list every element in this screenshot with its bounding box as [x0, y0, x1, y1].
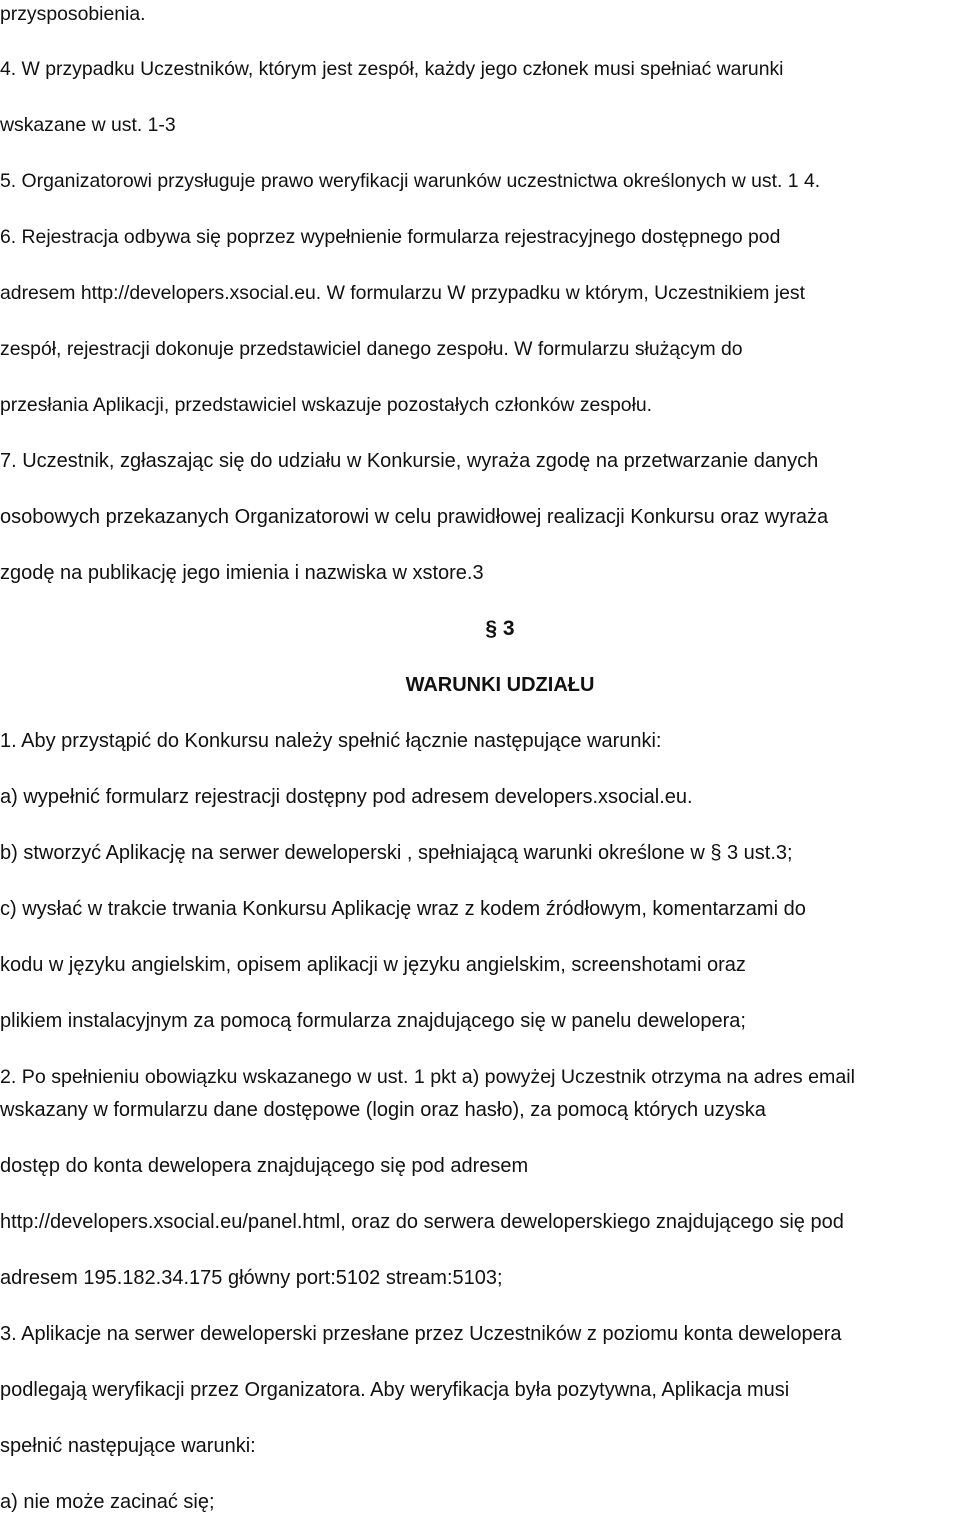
text-line: b) stworzyć Aplikację na serwer deweloperski , spełniającą warunki określone w § 3 ust.3;	[0, 842, 793, 864]
text-line: 3. Aplikacje na serwer deweloperski przesłane przez Uczestników z poziomu konta dewelopera	[0, 1323, 842, 1345]
text-line: wskazane w ust. 1-3	[0, 114, 176, 136]
text-line: zespół, rejestracji dokonuje przedstawiciel danego zespołu. W formularzu służącym do	[0, 338, 743, 360]
text-line: adresem 195.182.34.175 główny port:5102 stream:5103;	[0, 1267, 503, 1289]
text-line: a) nie może zacinać się;	[0, 1491, 215, 1513]
text-line: a) wypełnić formularz rejestracji dostępny pod adresem developers.xsocial.eu.	[0, 786, 693, 808]
text-line: plikiem instalacyjnym za pomocą formularza znajdującego się w panelu dewelopera;	[0, 1010, 746, 1032]
text-line: http://developers.xsocial.eu/panel.html, oraz do serwera deweloperskiego znajdującego się pod	[0, 1211, 844, 1233]
text-line: 1. Aby przystąpić do Konkursu należy spełnić łącznie następujące warunki:	[0, 730, 662, 752]
text-line: przysposobienia.	[0, 3, 146, 25]
text-line: zgodę na publikację jego imienia i nazwiska w xstore.3	[0, 562, 484, 584]
text-line: podlegają weryfikacji przez Organizatora. Aby weryfikacja była pozytywna, Aplikacja musi	[0, 1379, 790, 1401]
section-number: § 3	[485, 617, 515, 640]
text-line: 5. Organizatorowi przysługuje prawo weryfikacji warunków uczestnictwa określonych w ust. 1 4.	[0, 170, 821, 192]
text-line: 7. Uczestnik, zgłaszając się do udziału w Konkursie, wyraża zgodę na przetwarzanie danych	[0, 450, 819, 472]
text-line: kodu w języku angielskim, opisem aplikacji w języku angielskim, screenshotami oraz	[0, 954, 746, 976]
text-line: adresem http://developers.xsocial.eu. W formularzu W przypadku w którym, Uczestnikiem jest	[0, 282, 805, 304]
text-line: dostęp do konta dewelopera znajdującego się pod adresem	[0, 1155, 529, 1177]
text-line: osobowych przekazanych Organizatorowi w celu prawidłowej realizacji Konkursu oraz wyraża	[0, 506, 829, 528]
text-line: c) wysłać w trakcie trwania Konkursu Aplikację wraz z kodem źródłowym, komentarzami do	[0, 898, 806, 920]
section-title: WARUNKI UDZIAŁU	[405, 674, 595, 696]
text-line: 6. Rejestracja odbywa się poprzez wypełnienie formularza rejestracyjnego dostępnego pod	[0, 226, 781, 248]
text-line: 4. W przypadku Uczestników, którym jest zespół, każdy jego członek musi spełniać warunki	[0, 58, 784, 80]
text-line: wskazany w formularzu dane dostępowe (login oraz hasło), za pomocą których uzyska	[0, 1099, 766, 1121]
text-line: przesłania Aplikacji, przedstawiciel wskazuje pozostałych członków zespołu.	[0, 394, 653, 416]
text-line: spełnić następujące warunki:	[0, 1435, 256, 1457]
text-line: 2. Po spełnieniu obowiązku wskazanego w ust. 1 pkt a) powyżej Uczestnik otrzyma na adres email	[0, 1066, 855, 1088]
